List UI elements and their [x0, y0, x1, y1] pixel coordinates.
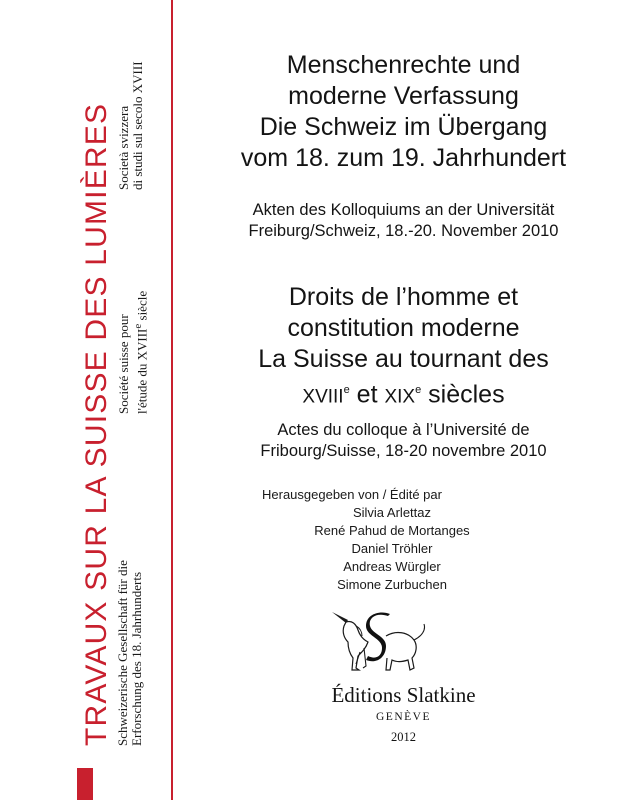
ordinal-sup: e [415, 384, 422, 396]
society-it-line: Società svizzera [116, 105, 131, 190]
title-text: siècles [421, 380, 505, 409]
society-de [116, 560, 144, 746]
title-line: Menschenrechte und [286, 51, 521, 79]
title-line: constitution moderne [287, 314, 520, 342]
publication-year: 2012 [391, 730, 416, 744]
ordinal-sup: e [343, 384, 350, 396]
subtitle-line: Fribourg/Suisse, 18-20 novembre 2010 [260, 442, 547, 460]
society-fr-sup: e [132, 323, 144, 329]
society-de-line: Erforschung des 18. Jahrhunderts [129, 571, 144, 746]
subtitle-german [173, 200, 634, 242]
title-line: moderne Verfassung [288, 82, 519, 110]
title-german [173, 50, 634, 174]
roman-numeral: XIX [384, 386, 416, 408]
society-fr-text: l'étude du XVIII [134, 328, 150, 414]
editor-name: René Pahud de Mortanges [314, 523, 470, 538]
title-line: Droits de l’homme et [288, 283, 519, 311]
roman-numeral: XVIII [302, 386, 344, 408]
unicorn-s-logo-icon [326, 606, 430, 678]
society-fr-text: siècle [134, 290, 150, 324]
publisher-name: Éditions Slatkine [331, 683, 476, 707]
editor-name: Andreas Würgler [343, 559, 441, 574]
editor-name: Silvia Arlettaz [352, 505, 432, 520]
editor-name: Simone Zurbuchen [337, 577, 447, 592]
society-fr-line: Société suisse pour [116, 314, 131, 414]
society-de-line: Schweizerische Gesellschaft für die [115, 560, 130, 746]
series-title: TRAVAUX SUR LA SUISSE DES LUMIÈRES [80, 102, 113, 746]
subtitle-line: Freiburg/Schweiz, 18.-20. November 2010 [248, 222, 559, 240]
title-line: vom 18. zum 19. Jahrhundert [240, 144, 567, 172]
title-line: La Suisse au tournant des [258, 345, 549, 373]
title-line: Die Schweiz im Übergang [259, 113, 548, 141]
title-french [173, 282, 634, 412]
society-it [117, 61, 145, 190]
editor-name: Daniel Tröhler [351, 541, 433, 556]
subtitle-line: Actes du colloque à l’Université de [277, 421, 530, 439]
spine-red-bar [77, 768, 93, 800]
title-text: et [349, 380, 385, 409]
subtitle-french [173, 420, 634, 462]
society-fr-line [131, 291, 149, 414]
society-it-line: di studi sul secolo XVIII [130, 61, 145, 190]
title-line [173, 375, 634, 412]
publisher-city: GENÈVE [376, 711, 431, 723]
society-fr [117, 291, 149, 414]
editors-block [262, 486, 522, 594]
subtitle-line: Akten des Kolloquiums an der Universität [252, 201, 555, 219]
editors-lead: Herausgegeben von / Édité par [262, 487, 442, 502]
